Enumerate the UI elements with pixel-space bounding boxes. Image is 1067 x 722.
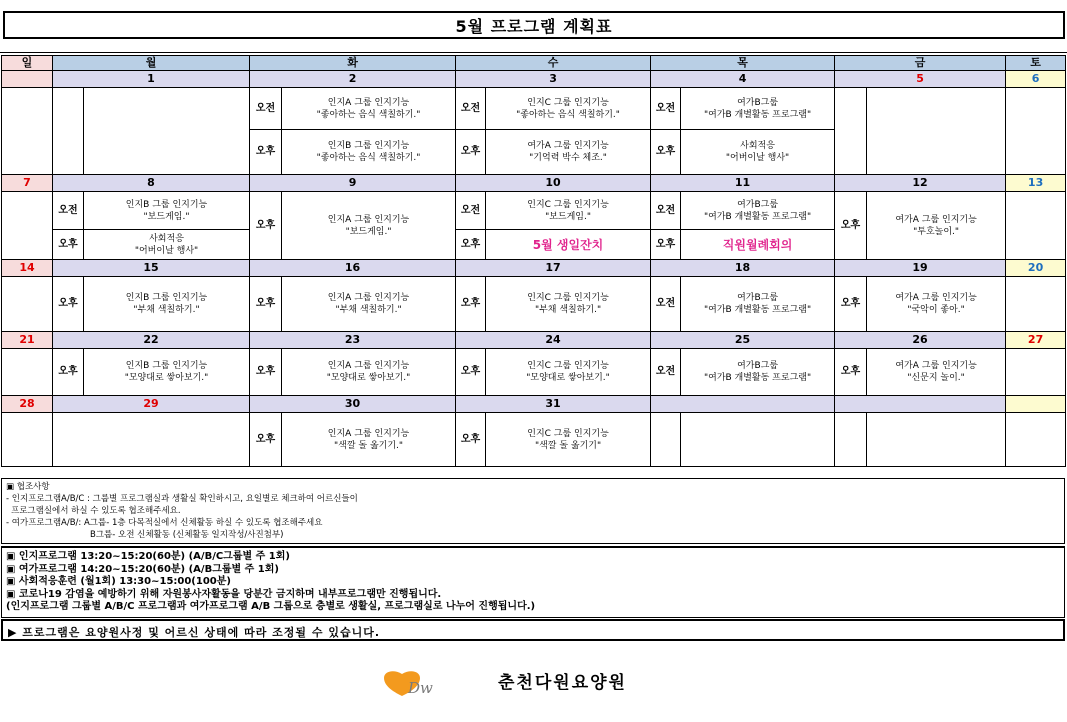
date-cell: 20 (1006, 260, 1066, 277)
pm-label: 오후 (250, 277, 282, 332)
program-activity: "부채 색칠하기." (534, 305, 602, 315)
program-group: 인지B 그룹 인지기능 (125, 293, 208, 303)
date-cell: 23 (250, 332, 456, 349)
pm-label: 오후 (835, 349, 867, 396)
program-activity: "좋아하는 음식 색칠하기." (516, 109, 620, 120)
date-cell: 29 (53, 396, 250, 413)
logo-text: Dw (408, 679, 433, 697)
empty-cell (1006, 349, 1066, 396)
program-group: 인지A 그룹 인지기능 (327, 361, 410, 371)
program-cell (282, 413, 456, 467)
program-cell (867, 349, 1006, 396)
am-label: 오전 (456, 88, 486, 130)
schedule-info (1, 546, 1065, 618)
date-cell (651, 396, 835, 413)
program-group: 여가A 그룹 인지기능 (895, 293, 977, 303)
empty-cell (1006, 192, 1066, 260)
day-header-mon: 월 (53, 56, 250, 71)
program-group: 여가A 그룹 인지기능 (527, 141, 609, 151)
pm-label: 오후 (835, 277, 867, 332)
empty-cell (2, 349, 53, 396)
day-header-thu: 목 (651, 56, 835, 71)
date-cell: 31 (456, 396, 651, 413)
schedule-line: ▣ 여가프로그램 14:20~15:20(60분) (A/B그룹별 주 1회) (6, 563, 279, 575)
date-row (2, 260, 1066, 277)
event-staff-meeting: 직원월례회의 (681, 230, 835, 260)
date-cell: 24 (456, 332, 651, 349)
date-cell: 27 (1006, 332, 1066, 349)
schedule-line: (인지프로그램 그룹별 A/B/C 프로그램과 여가프로그램 A/B 그룹으로 층별로 생활실, 프로그램실로 나누어 진행됩니다.) (6, 601, 536, 612)
am-label: 오전 (651, 349, 681, 396)
date-cell: 15 (53, 260, 250, 277)
empty-cell (2, 192, 53, 260)
date-cell: 8 (53, 175, 250, 192)
notes-line: - 인지프로그램A/B/C : 그룹별 프로그램실과 생활실 확인하시고, 요일별로 체크하여 어르신들이 (6, 494, 358, 504)
program-cell (486, 413, 651, 467)
program-activity: "모양대로 쌓아보기." (124, 373, 209, 383)
date-cell: 14 (2, 260, 53, 277)
program-cell (282, 130, 456, 175)
empty-cell (681, 413, 835, 467)
program-activity: "좋아하는 음식 색칠하기." (316, 109, 421, 120)
schedule-line: ▣ 인지프로그램 13:20~15:20(60분) (A/B/C그룹별 주 1회) (6, 551, 290, 562)
page-title: 5월 프로그램 계획표 (3, 11, 1065, 39)
program-activity: "여가B 개별활동 프로그램" (703, 373, 812, 383)
date-row (2, 71, 1066, 88)
pm-label: 오후 (456, 130, 486, 175)
program-activity: "여가B 개별활동 프로그램" (703, 211, 812, 222)
program-cell (84, 277, 250, 332)
pm-label: 오후 (651, 130, 681, 175)
am-label: 오전 (651, 277, 681, 332)
program-group: 인지A 그룹 인지기능 (327, 428, 410, 439)
program-cell (282, 192, 456, 260)
date-cell: 3 (456, 71, 651, 88)
notes-heading: ▣ 협조사항 (6, 482, 50, 492)
program-cell (681, 349, 835, 396)
date-cell: 6 (1006, 71, 1066, 88)
empty-cell (1006, 413, 1066, 467)
pm-label: 오후 (456, 230, 486, 260)
am-label: 오전 (456, 192, 486, 230)
program-activity: "보드게임." (345, 226, 392, 237)
pm-label: 오후 (250, 192, 282, 260)
program-activity: "투호놀이." (913, 226, 960, 237)
program-activity: "보드게임." (545, 211, 591, 222)
program-activity: "국악이 좋아." (907, 305, 965, 315)
date-cell (2, 71, 53, 88)
day-header-fri: 금 (835, 56, 1006, 71)
program-group: 여가B그룹 (737, 361, 779, 371)
date-row (2, 175, 1066, 192)
dawon-logo (380, 668, 462, 698)
program-group: 인지B 그룹 인지기능 (125, 199, 208, 210)
empty-cell (1006, 277, 1066, 332)
empty-cell (84, 88, 250, 175)
program-cell (84, 192, 250, 230)
program-cell (867, 192, 1006, 260)
empty-cell (867, 88, 1006, 175)
program-group: 여가B그룹 (737, 199, 779, 210)
cooperation-notes (1, 478, 1065, 544)
date-cell: 10 (456, 175, 651, 192)
program-cell (486, 349, 651, 396)
program-activity: "여가B 개별활동 프로그램" (703, 109, 812, 120)
program-activity: "부채 색칠하기." (133, 305, 200, 315)
program-cell (681, 192, 835, 230)
am-label: 오전 (53, 192, 84, 230)
pm-label: 오후 (53, 349, 84, 396)
pm-label: 오후 (651, 230, 681, 260)
program-cell (681, 130, 835, 175)
program-group: 인지C 그룹 인지기능 (527, 428, 609, 439)
program-activity: "색깔 돌 옮기기" (534, 440, 602, 451)
date-row (2, 332, 1066, 349)
program-group: 인지B 그룹 인지기능 (327, 141, 410, 151)
program-cell (282, 88, 456, 130)
empty-cell (53, 413, 250, 467)
pm-label: 오후 (53, 230, 84, 260)
empty-cell (651, 413, 681, 467)
program-cell (84, 349, 250, 396)
pm-label: 오후 (250, 130, 282, 175)
empty-cell (53, 88, 84, 175)
program-group: 인지C 그룹 인지기능 (527, 199, 609, 210)
date-cell: 1 (53, 71, 250, 88)
notes-line: 프로그램실에서 하실 수 있도록 협조해주세요. (11, 506, 181, 516)
date-cell: 7 (2, 175, 53, 192)
empty-cell (1006, 88, 1066, 175)
date-cell: 22 (53, 332, 250, 349)
pm-label: 오후 (456, 349, 486, 396)
notes-line: - 여가프로그램A/B/: A그룹- 1층 다목적실에서 신체활동 하실 수 있도록 협조해주세요 (6, 518, 323, 528)
program-group: 사회적응 (740, 141, 775, 151)
calendar-table (1, 55, 1066, 467)
date-cell: 5 (835, 71, 1006, 88)
program-activity: "보드게임." (143, 211, 190, 222)
date-cell: 4 (651, 71, 835, 88)
pm-label: 오후 (456, 413, 486, 467)
day-header-wed: 수 (456, 56, 651, 71)
program-cell (486, 277, 651, 332)
program-group: 인지A 그룹 인지기능 (327, 214, 410, 225)
empty-cell (867, 413, 1006, 467)
empty-cell (2, 88, 53, 175)
date-cell: 11 (651, 175, 835, 192)
program-activity: "어버이날 행사" (725, 153, 790, 163)
day-header-tue: 화 (250, 56, 456, 71)
pm-label: 오후 (456, 277, 486, 332)
date-cell: 18 (651, 260, 835, 277)
program-group: 여가A 그룹 인지기능 (895, 361, 977, 371)
date-cell: 12 (835, 175, 1006, 192)
date-cell: 17 (456, 260, 651, 277)
day-header-sun: 일 (2, 56, 53, 71)
pm-label: 오후 (250, 349, 282, 396)
program-cell (681, 88, 835, 130)
program-activity: "기억력 박수 체조." (529, 153, 607, 163)
notes-line: B그룹- 오전 신체활동 (신체활동 일지작성/사진첨부) (90, 530, 284, 540)
program-activity: "어버이날 행사" (134, 245, 199, 256)
program-cell (681, 277, 835, 332)
schedule-line: ▣ 코로나19 감염을 예방하기 위해 자원봉사자활동을 당분간 금지하며 내부프로그램만 진행됩니다. (6, 588, 442, 600)
date-cell: 21 (2, 332, 53, 349)
program-group: 여가A 그룹 인지기능 (895, 214, 977, 225)
program-activity: "모양대로 쌓아보기." (526, 373, 610, 383)
organization-name: 춘천다원요양원 (498, 673, 627, 693)
day-header-sat: 토 (1006, 56, 1066, 71)
program-cell (486, 130, 651, 175)
program-group: 인지C 그룹 인지기능 (527, 293, 609, 303)
date-cell: 30 (250, 396, 456, 413)
weekday-header (2, 56, 1066, 71)
pm-label: 오후 (250, 413, 282, 467)
program-cell (84, 230, 250, 260)
date-cell (835, 396, 1006, 413)
program-group: 인지A 그룹 인지기능 (327, 293, 410, 303)
date-cell (1006, 396, 1066, 413)
empty-cell (835, 88, 867, 175)
date-cell: 19 (835, 260, 1006, 277)
date-cell: 26 (835, 332, 1006, 349)
date-cell: 28 (2, 396, 53, 413)
footer-notice: ▶ 프로그램은 요양원사정 및 어르신 상태에 따라 조정될 수 있습니다. (1, 619, 1065, 641)
schedule-line: ▣ 사회적응훈련 (월1회) 13:30~15:00(100분) (6, 576, 231, 587)
program-activity: "여가B 개별활동 프로그램" (703, 305, 812, 315)
program-group: 인지A 그룹 인지기능 (327, 97, 410, 108)
empty-cell (835, 413, 867, 467)
date-cell: 16 (250, 260, 456, 277)
program-activity: "모양대로 쌓아보기." (326, 373, 411, 383)
divider (0, 52, 1067, 53)
pm-label: 오후 (835, 192, 867, 260)
program-cell (282, 277, 456, 332)
date-cell: 13 (1006, 175, 1066, 192)
date-cell: 9 (250, 175, 456, 192)
empty-cell (2, 277, 53, 332)
pm-label: 오후 (53, 277, 84, 332)
program-group: 인지C 그룹 인지기능 (527, 97, 609, 108)
date-cell: 2 (250, 71, 456, 88)
date-row (2, 396, 1066, 413)
program-activity: "신문지 놀이." (907, 373, 965, 383)
program-cell (867, 277, 1006, 332)
program-activity: "색깔 돌 옮기기." (334, 440, 404, 451)
am-label: 오전 (651, 88, 681, 130)
program-group: 인지B 그룹 인지기능 (125, 361, 208, 371)
program-group: 사회적응 (149, 233, 184, 244)
program-group: 여가B그룹 (737, 97, 779, 108)
am-label: 오전 (651, 192, 681, 230)
program-cell (282, 349, 456, 396)
program-group: 여가B그룹 (737, 293, 779, 303)
event-birthday-party: 5월 생일잔치 (486, 230, 651, 260)
program-activity: "좋아하는 음식 색칠하기." (316, 153, 421, 163)
program-activity: "부채 색칠하기." (335, 305, 402, 315)
am-label: 오전 (250, 88, 282, 130)
program-cell (486, 88, 651, 130)
empty-cell (2, 413, 53, 467)
date-cell: 25 (651, 332, 835, 349)
program-cell (486, 192, 651, 230)
program-group: 인지C 그룹 인지기능 (527, 361, 609, 371)
